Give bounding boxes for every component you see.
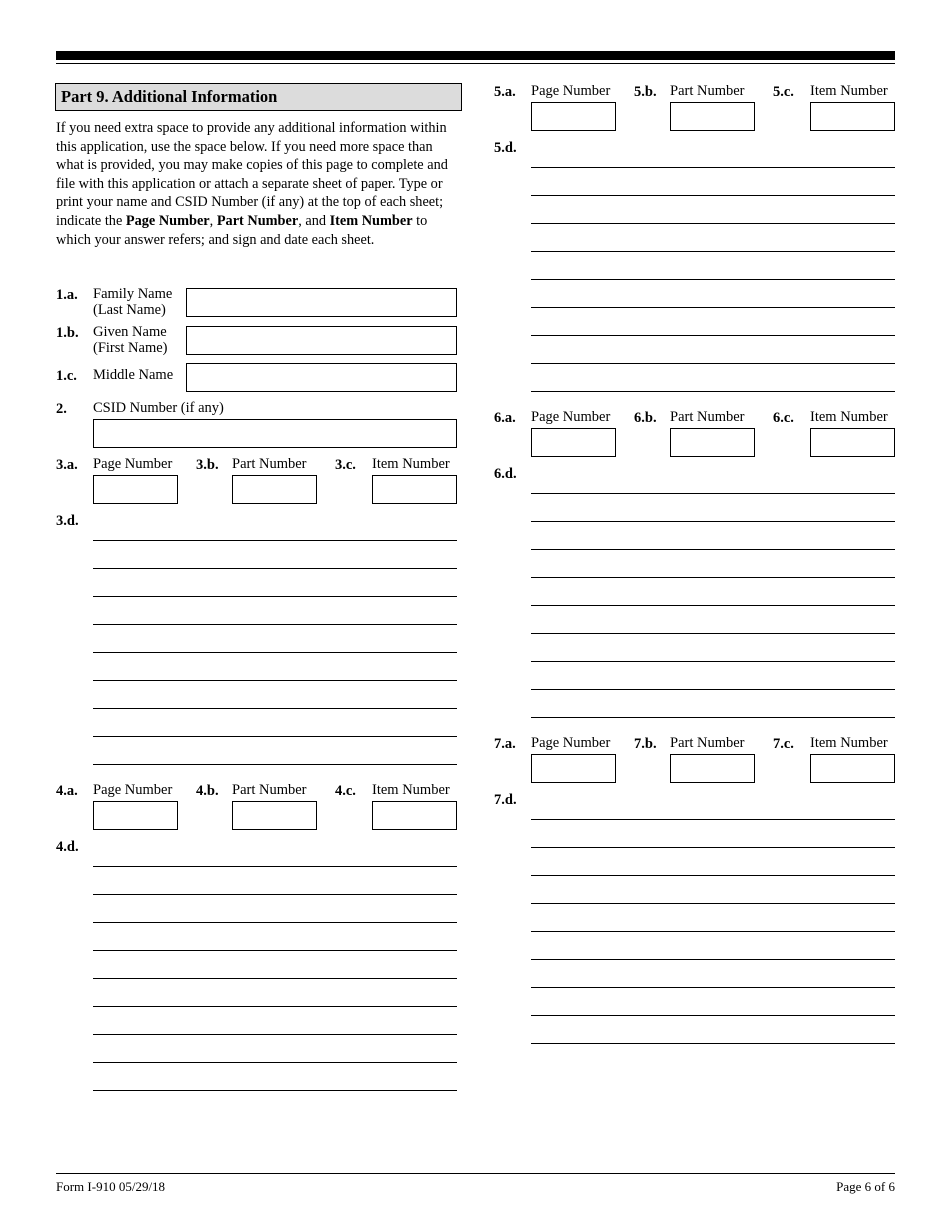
page-number-label-7: Page Number	[531, 735, 611, 751]
answer-line-6d[interactable]	[531, 689, 895, 690]
part-number-input-6[interactable]	[670, 428, 755, 457]
answer-line-3d[interactable]	[93, 568, 457, 569]
answer-line-4d[interactable]	[93, 950, 457, 951]
answer-line-5d[interactable]	[531, 279, 895, 280]
item-number-label-3: Item Number	[372, 456, 450, 472]
item-number-label-4: Item Number	[372, 782, 450, 798]
answer-line-6d[interactable]	[531, 717, 895, 718]
item-number-4a: 4.a.	[56, 783, 78, 799]
answer-line-6d[interactable]	[531, 661, 895, 662]
intro-paragraph	[56, 119, 456, 249]
item-number-input-7[interactable]	[810, 754, 895, 783]
answer-line-7d[interactable]	[531, 931, 895, 932]
answer-line-3d[interactable]	[93, 624, 457, 625]
answer-line-5d[interactable]	[531, 363, 895, 364]
part-number-label-4: Part Number	[232, 782, 307, 798]
page-number-input-7[interactable]	[531, 754, 616, 783]
answer-line-5d[interactable]	[531, 391, 895, 392]
page-number-input-4[interactable]	[93, 801, 178, 830]
item-number-3a: 3.a.	[56, 457, 78, 473]
answer-line-7d[interactable]	[531, 875, 895, 876]
item-number-6d: 6.d.	[494, 466, 517, 482]
answer-line-3d[interactable]	[93, 596, 457, 597]
item-number-3b: 3.b.	[196, 457, 219, 473]
part-number-input-4[interactable]	[232, 801, 317, 830]
answer-line-4d[interactable]	[93, 1090, 457, 1091]
item-number-1c: 1.c.	[56, 368, 77, 384]
answer-line-4d[interactable]	[93, 894, 457, 895]
answer-line-5d[interactable]	[531, 307, 895, 308]
answer-line-5d[interactable]	[531, 167, 895, 168]
item-number-label-7: Item Number	[810, 735, 888, 751]
answer-line-3d[interactable]	[93, 540, 457, 541]
item-number-input-5[interactable]	[810, 102, 895, 131]
intro-bold-page-number: Page Number	[125, 212, 210, 229]
item-number-3c: 3.c.	[335, 457, 356, 473]
answer-line-4d[interactable]	[93, 1034, 457, 1035]
family-name-input[interactable]	[186, 288, 457, 317]
given-name-input[interactable]	[186, 326, 457, 355]
item-number-2: 2.	[56, 401, 67, 417]
item-number-1b: 1.b.	[56, 325, 79, 341]
answer-line-4d[interactable]	[93, 866, 457, 867]
item-number-5b: 5.b.	[634, 84, 657, 100]
item-number-6a: 6.a.	[494, 410, 516, 426]
csid-input[interactable]	[93, 419, 457, 448]
page-number-label-6: Page Number	[531, 409, 611, 425]
page-number-input-6[interactable]	[531, 428, 616, 457]
item-number-label-5: Item Number	[810, 83, 888, 99]
given-name-label-line2: (First Name)	[93, 339, 168, 356]
answer-line-4d[interactable]	[93, 1062, 457, 1063]
intro-text: If you need extra space to provide any additional information within this application, use the space below. If you need more space than what is provided, you may make copies of this page to complete and file with this application or attach a separate sheet of paper. Type or print your name and CSID Number (if any) at the top of each sheet; indicate the	[56, 120, 448, 229]
answer-line-7d[interactable]	[531, 1043, 895, 1044]
item-number-input-4[interactable]	[372, 801, 457, 830]
item-number-5a: 5.a.	[494, 84, 516, 100]
part-header: Part 9. Additional Information	[55, 83, 462, 111]
family-name-label-line2: (Last Name)	[93, 301, 166, 318]
given-name-label-line1: Given Name	[93, 324, 167, 340]
answer-line-6d[interactable]	[531, 605, 895, 606]
answer-line-3d[interactable]	[93, 652, 457, 653]
part-number-input-7[interactable]	[670, 754, 755, 783]
answer-line-4d[interactable]	[93, 922, 457, 923]
item-number-6c: 6.c.	[773, 410, 794, 426]
answer-line-7d[interactable]	[531, 903, 895, 904]
page-number-label-4: Page Number	[93, 782, 173, 798]
given-name-label	[93, 325, 168, 356]
item-number-4c: 4.c.	[335, 783, 356, 799]
page-number-input-5[interactable]	[531, 102, 616, 131]
top-rule-thin	[56, 63, 895, 64]
answer-line-3d[interactable]	[93, 708, 457, 709]
answer-line-4d[interactable]	[93, 978, 457, 979]
item-number-7b: 7.b.	[634, 736, 657, 752]
answer-line-7d[interactable]	[531, 819, 895, 820]
item-number-3d: 3.d.	[56, 513, 79, 529]
item-number-label-6: Item Number	[810, 409, 888, 425]
answer-line-7d[interactable]	[531, 987, 895, 988]
answer-line-5d[interactable]	[531, 195, 895, 196]
intro-text: ,	[209, 212, 217, 229]
part-number-label-7: Part Number	[670, 735, 745, 751]
middle-name-input[interactable]	[186, 363, 457, 392]
answer-line-5d[interactable]	[531, 251, 895, 252]
item-number-5c: 5.c.	[773, 84, 794, 100]
answer-line-6d[interactable]	[531, 521, 895, 522]
top-rule-thick	[56, 51, 895, 60]
part-number-label-5: Part Number	[670, 83, 745, 99]
item-number-input-3[interactable]	[372, 475, 457, 504]
answer-line-7d[interactable]	[531, 847, 895, 848]
answer-line-6d[interactable]	[531, 493, 895, 494]
page-number-label-3: Page Number	[93, 456, 173, 472]
answer-line-6d[interactable]	[531, 549, 895, 550]
item-number-7a: 7.a.	[494, 736, 516, 752]
intro-bold-item-number: Item Number	[329, 212, 413, 229]
footer-rule	[56, 1173, 895, 1174]
answer-line-7d[interactable]	[531, 1015, 895, 1016]
answer-line-3d[interactable]	[93, 736, 457, 737]
family-name-label	[93, 287, 172, 318]
part-number-label-6: Part Number	[670, 409, 745, 425]
form-id: Form I-910 05/29/18	[56, 1179, 166, 1194]
csid-label: CSID Number (if any)	[93, 400, 224, 416]
part-number-input-5[interactable]	[670, 102, 755, 131]
item-number-4b: 4.b.	[196, 783, 219, 799]
answer-line-6d[interactable]	[531, 633, 895, 634]
page-number-input-3[interactable]	[93, 475, 178, 504]
answer-line-6d[interactable]	[531, 577, 895, 578]
intro-text: to which your answer refers; and sign and date each sheet.	[56, 212, 428, 248]
intro-text: , and	[298, 212, 330, 229]
answer-line-5d[interactable]	[531, 223, 895, 224]
item-number-1a: 1.a.	[56, 287, 78, 303]
answer-line-3d[interactable]	[93, 764, 457, 765]
item-number-7c: 7.c.	[773, 736, 794, 752]
item-number-6b: 6.b.	[634, 410, 657, 426]
page-indicator: Page 6 of 6	[836, 1179, 895, 1194]
item-number-5d: 5.d.	[494, 140, 517, 156]
part-number-input-3[interactable]	[232, 475, 317, 504]
answer-line-7d[interactable]	[531, 959, 895, 960]
answer-line-5d[interactable]	[531, 335, 895, 336]
middle-name-label: Middle Name	[93, 367, 174, 383]
item-number-input-6[interactable]	[810, 428, 895, 457]
family-name-label-line1: Family Name	[93, 286, 173, 302]
item-number-4d: 4.d.	[56, 839, 79, 855]
intro-bold-part-number: Part Number	[216, 212, 299, 229]
part-number-label-3: Part Number	[232, 456, 307, 472]
item-number-7d: 7.d.	[494, 792, 517, 808]
answer-line-3d[interactable]	[93, 680, 457, 681]
answer-line-4d[interactable]	[93, 1006, 457, 1007]
page-number-label-5: Page Number	[531, 83, 611, 99]
